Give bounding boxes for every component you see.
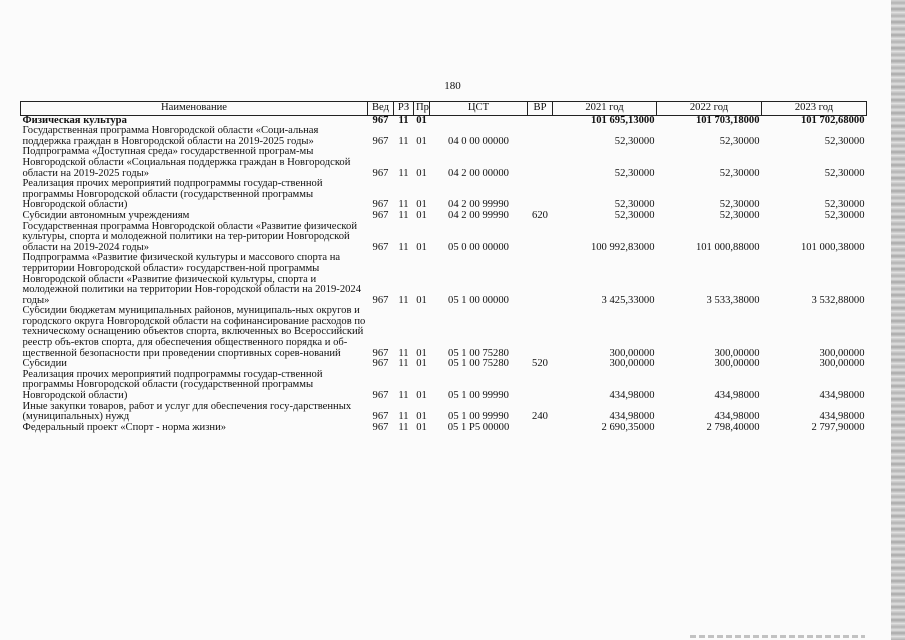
row-rz: 11 (398, 422, 409, 433)
row-vr: 240 (532, 411, 548, 423)
row-name: Субсидии бюджетам муниципальных районов, муниципаль-ных округов и городского округа Новгородской области на софинансирование расходов по техническому оснащению объектов спорта, включенных во Всероссийский реестр объ-ектов спорта, для обеспечения общественного порядка и об-щественной безопасности при проведении спортивных сорев-нований (22, 306, 366, 359)
row-pr: 01 (416, 359, 427, 370)
page-number: 180 (444, 80, 461, 92)
row-ved: 967 (372, 294, 389, 306)
scan-edge-artifact (891, 0, 905, 640)
row-value-2021: 52,30000 (614, 135, 655, 147)
table-row (21, 222, 867, 254)
row-value-2022: 101 703,18000 (695, 115, 760, 126)
row-ved: 967 (372, 199, 389, 211)
row-ved: 967 (372, 210, 389, 221)
row-cst: 05 1 00 75280 (448, 359, 509, 370)
row-ved: 967 (372, 135, 389, 147)
row-vr (528, 253, 553, 306)
row-name: Подпрограмма «Доступная среда» государственной програм-мы Новгородской области «Социальная поддержка граждан в Новгородской области на 2019-2025 годы» (22, 147, 351, 179)
row-ved: 967 (372, 359, 389, 370)
table-row (21, 147, 867, 179)
row-value-2021: 52,30000 (614, 210, 655, 221)
table-row (21, 126, 867, 147)
row-rz: 11 (398, 115, 409, 126)
row-value-2023: 434,98000 (819, 390, 865, 402)
row-name: Субсидии автономным учреждениям (22, 210, 190, 221)
row-vr (528, 115, 553, 126)
row-rz: 11 (398, 390, 409, 402)
table-row (21, 370, 867, 402)
header-2021: 2021 год (553, 102, 657, 116)
row-value-2022: 3 533,38000 (706, 294, 760, 306)
row-value-2022: 52,30000 (719, 167, 760, 179)
row-rz: 11 (398, 167, 409, 179)
row-pr: 01 (416, 241, 427, 253)
row-ved: 967 (372, 241, 389, 253)
table-row (21, 253, 867, 306)
row-name: Государственная программа Новгородской области «Соци-альная поддержка граждан в Новгородской области на 2019-2025 годы» (22, 126, 319, 147)
row-value-2023: 52,30000 (824, 210, 865, 221)
row-value-2021: 434,98000 (609, 411, 655, 423)
table-row (21, 306, 867, 359)
row-name: Субсидии (22, 359, 67, 370)
row-pr: 01 (416, 135, 427, 147)
row-pr: 01 (416, 210, 427, 221)
row-cst: 05 1 00 99990 (448, 390, 509, 402)
header-rz: РЗ (394, 102, 414, 116)
header-cst: ЦСТ (430, 102, 528, 116)
row-ved: 967 (372, 115, 389, 126)
row-name: Федеральный проект «Спорт - норма жизни» (22, 422, 227, 433)
header-pr: Пр (414, 102, 430, 116)
row-cst: 05 1 P5 00000 (447, 422, 510, 433)
row-value-2023: 300,00000 (819, 347, 865, 359)
row-ved: 967 (372, 347, 389, 359)
row-rz: 11 (398, 241, 409, 253)
row-name: Подпрограмма «Развитие физической культуры и массового спорта на территории Новгородской области» государствен-ной программы Новгородской области «Развитие физической культуры, спорта и молодежной политики на территории Нов-городской области на 2019-2024 годы» (22, 253, 362, 306)
row-vr (528, 179, 553, 211)
row-ved: 967 (372, 411, 389, 423)
row-value-2023: 52,30000 (824, 135, 865, 147)
row-pr: 01 (416, 411, 427, 423)
header-vr: ВР (528, 102, 553, 116)
row-name: Реализация прочих мероприятий подпрограммы государ-ственной программы Новгородской области (государственной программы Новгородской области) (22, 369, 323, 402)
row-rz: 11 (398, 359, 409, 370)
row-vr (528, 370, 553, 402)
row-value-2023: 101 000,38000 (800, 241, 865, 253)
table-row (21, 211, 867, 222)
row-cst: 04 2 00 99990 (448, 210, 509, 221)
row-pr: 01 (416, 294, 427, 306)
row-value-2022: 300,00000 (714, 359, 760, 370)
row-vr (528, 423, 553, 434)
row-value-2021: 52,30000 (614, 199, 655, 211)
row-rz: 11 (398, 294, 409, 306)
table-row (21, 423, 867, 434)
row-vr (528, 126, 553, 147)
row-ved: 967 (372, 390, 389, 402)
row-value-2021: 434,98000 (609, 390, 655, 402)
row-value-2023: 300,00000 (819, 359, 865, 370)
row-vr: 620 (532, 210, 548, 221)
row-pr: 01 (416, 422, 427, 433)
row-value-2023: 101 702,68000 (800, 115, 865, 126)
row-value-2022: 101 000,88000 (695, 241, 760, 253)
table-header-row (21, 102, 867, 116)
row-value-2022: 434,98000 (714, 411, 760, 423)
row-name: Реализация прочих мероприятий подпрограммы государ-ственной программы Новгородской области (государственной программы Новгородской области) (22, 179, 323, 211)
row-value-2021: 300,00000 (609, 359, 655, 370)
table-row (21, 359, 867, 370)
row-name: Физическая культура (22, 115, 127, 126)
row-value-2022: 52,30000 (719, 199, 760, 211)
row-pr: 01 (416, 347, 427, 359)
row-cst: 04 2 00 00000 (448, 167, 509, 179)
row-value-2022: 52,30000 (719, 135, 760, 147)
header-ved: Вед (368, 102, 394, 116)
scan-bottom-artifact (690, 635, 865, 638)
table-row (21, 179, 867, 211)
row-vr: 520 (532, 359, 548, 370)
row-value-2023: 2 797,90000 (811, 422, 865, 433)
row-value-2023: 434,98000 (819, 411, 865, 423)
row-pr: 01 (416, 115, 427, 126)
row-value-2022: 52,30000 (719, 210, 760, 221)
row-value-2023: 52,30000 (824, 199, 865, 211)
table-row (21, 115, 867, 126)
row-cst: 05 1 00 00000 (448, 294, 509, 306)
row-pr: 01 (416, 167, 427, 179)
row-ved: 967 (372, 167, 389, 179)
row-value-2022: 300,00000 (714, 347, 760, 359)
row-pr: 01 (416, 390, 427, 402)
row-cst: 05 1 00 75280 (448, 347, 509, 359)
row-value-2021: 3 425,33000 (601, 294, 655, 306)
header-2023: 2023 год (762, 102, 867, 116)
row-name: Государственная программа Новгородской области «Развитие физической культуры, спорта и молодежной политики на тер-ритории Новгородской области на 2019-2024 годы» (22, 221, 358, 253)
row-vr (528, 306, 553, 359)
budget-table (20, 101, 867, 433)
row-rz: 11 (398, 199, 409, 211)
row-value-2021: 2 690,35000 (601, 422, 655, 433)
row-cst: 04 0 00 00000 (448, 135, 509, 147)
row-cst: 04 2 00 99990 (448, 199, 509, 211)
row-cst: 05 0 00 00000 (448, 241, 509, 253)
row-cst (430, 115, 528, 126)
row-value-2021: 300,00000 (609, 347, 655, 359)
row-value-2023: 3 532,88000 (811, 294, 865, 306)
row-value-2022: 2 798,40000 (706, 422, 760, 433)
row-rz: 11 (398, 411, 409, 423)
table-row (21, 402, 867, 423)
row-pr: 01 (416, 199, 427, 211)
row-name: Иные закупки товаров, работ и услуг для обеспечения госу-дарственных (муниципальных) нужд (22, 401, 352, 423)
row-value-2023: 52,30000 (824, 167, 865, 179)
row-value-2022: 434,98000 (714, 390, 760, 402)
row-cst: 05 1 00 99990 (448, 411, 509, 423)
row-rz: 11 (398, 210, 409, 221)
row-value-2021: 52,30000 (614, 167, 655, 179)
row-rz: 11 (398, 135, 409, 147)
row-rz: 11 (398, 347, 409, 359)
row-vr (528, 222, 553, 254)
row-value-2021: 101 695,13000 (590, 115, 655, 126)
row-value-2021: 100 992,83000 (590, 241, 655, 253)
header-name: Наименование (21, 102, 368, 116)
row-ved: 967 (372, 422, 389, 433)
header-2022: 2022 год (657, 102, 762, 116)
row-vr (528, 147, 553, 179)
